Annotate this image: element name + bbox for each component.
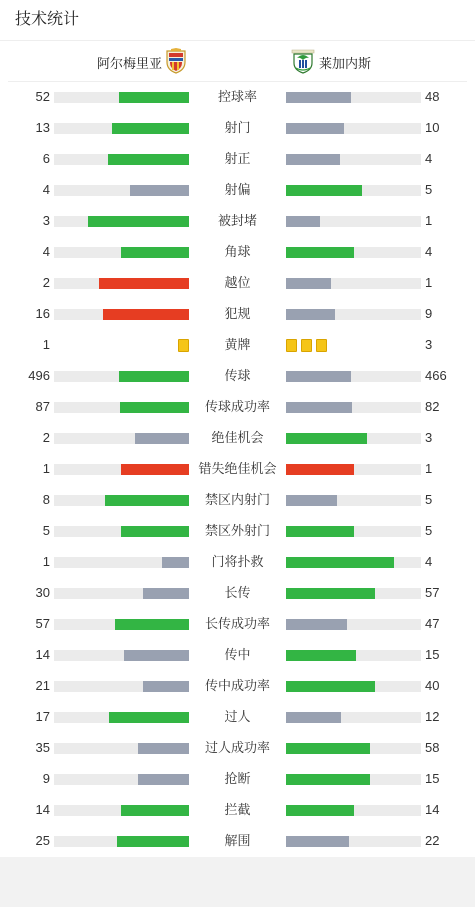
away-stat-value: 5 [425,523,433,538]
away-stat-bar-fill [286,464,354,475]
home-stat-value: 52 [35,89,50,104]
stat-row [0,485,475,516]
stat-row [0,826,475,857]
stat-label: 犯规 [224,306,251,321]
home-stat-bar [54,805,189,816]
stat-row [0,764,475,795]
yellow-card-icon [301,339,312,352]
stat-label: 长传成功率 [204,616,270,631]
away-stat-bar [286,154,421,165]
yellow-card-icon [316,339,327,352]
stat-row [0,361,475,392]
home-stat-bar [54,681,189,692]
home-stat-bar [54,650,189,661]
home-stat-bar [54,371,189,382]
away-stat-value: 47 [425,616,440,631]
stat-row [0,82,475,113]
home-stat-bar-fill [109,712,189,723]
away-stat-bar [286,557,421,568]
away-stat-bar-fill [286,216,320,227]
away-stat-bar-fill [286,712,341,723]
home-stat-bar [54,774,189,785]
stat-row [0,671,475,702]
home-stat-bar-fill [115,619,189,630]
home-stat-bar-fill [119,92,189,103]
stat-label: 被封堵 [217,213,257,228]
stat-row [0,454,475,485]
away-stat-bar [286,247,421,258]
home-stat-bar [54,309,189,320]
home-stat-value: 14 [35,802,50,817]
away-stat-value: 3 [425,430,433,445]
stat-label: 解围 [224,833,251,848]
home-stat-bar [54,92,189,103]
away-stat-value: 5 [425,182,433,197]
away-stat-bar-fill [286,557,394,568]
stat-label: 传球成功率 [204,399,270,414]
stat-row [0,113,475,144]
away-stat-bar-fill [286,402,352,413]
home-stat-bar-fill [99,278,189,289]
away-stat-bar-fill [286,588,375,599]
stat-label: 抢断 [224,771,251,786]
home-stat-bar [54,588,189,599]
away-stat-bar [286,464,421,475]
stat-row [0,795,475,826]
home-stat-value: 17 [35,709,50,724]
home-stat-value: 5 [42,523,50,538]
stat-row [0,578,475,609]
away-stat-value: 15 [425,647,440,662]
home-stat-value: 16 [35,306,50,321]
stat-row [0,516,475,547]
home-stat-bar-fill [135,433,189,444]
away-stat-bar [286,92,421,103]
home-stat-bar [54,247,189,258]
home-stat-bar [54,216,189,227]
home-stat-value: 13 [35,120,50,135]
home-stat-value: 87 [35,399,50,414]
away-stat-bar [286,712,421,723]
home-stat-bar-fill [88,216,189,227]
home-stat-bar [54,464,189,475]
away-stat-bar [286,278,421,289]
away-stat-value: 4 [425,244,433,259]
home-stat-value: 9 [42,771,50,786]
away-stat-value: 48 [425,89,440,104]
stat-label: 射门 [224,120,251,135]
home-stat-value: 1 [42,337,50,352]
away-stat-bar [286,526,421,537]
away-stat-bar [286,774,421,785]
home-stat-value: 1 [42,554,50,569]
stat-label: 传球 [224,368,251,383]
away-stat-value: 22 [425,833,440,848]
stat-row [0,702,475,733]
home-stat-bar [54,526,189,537]
away-stat-value: 57 [425,585,440,600]
home-stat-bar-fill [103,309,189,320]
away-stat-bar [286,495,421,506]
stat-label: 过人 [224,709,251,724]
stat-row [0,640,475,671]
home-stat-bar-fill [120,402,189,413]
home-stat-bar [54,402,189,413]
away-yellow-cards [286,339,327,352]
away-stat-bar-fill [286,774,370,785]
yellow-card-icon [286,339,297,352]
stat-row [0,144,475,175]
home-stat-bar-fill [138,774,189,785]
home-stat-bar-fill [119,371,189,382]
away-stat-bar [286,743,421,754]
away-stat-bar-fill [286,154,340,165]
away-stat-value: 1 [425,461,433,476]
away-stat-bar-fill [286,433,367,444]
home-yellow-cards [178,339,189,352]
away-stat-bar [286,185,421,196]
stat-row [0,609,475,640]
away-stat-value: 1 [425,275,433,290]
away-stat-value: 1 [425,213,433,228]
stat-row [0,547,475,578]
stat-label: 绝佳机会 [211,430,264,445]
away-stat-bar [286,619,421,630]
home-stat-bar [54,495,189,506]
away-stat-bar [286,371,421,382]
home-stat-value: 14 [35,647,50,662]
away-stat-bar [286,650,421,661]
home-stat-value: 1 [42,461,50,476]
home-stat-bar-fill [162,557,189,568]
stat-row [0,299,475,330]
teams-header [0,41,475,81]
stat-label: 门将扑救 [211,554,264,569]
stat-label: 角球 [224,244,251,259]
yellow-card-icon [178,339,189,352]
away-stat-bar-fill [286,619,347,630]
away-stat-bar-fill [286,185,362,196]
leganes-crest-icon[interactable] [290,48,316,74]
stats-list [0,82,475,857]
home-stat-bar [54,154,189,165]
away-stat-bar [286,123,421,134]
stat-label: 传中 [224,647,251,662]
home-stat-bar-fill [117,836,189,847]
home-stat-bar [54,836,189,847]
away-stat-bar-fill [286,650,356,661]
away-stat-value: 10 [425,120,440,135]
stat-row [0,733,475,764]
away-team-name[interactable]: 莱加内斯 [319,56,372,71]
stat-label: 越位 [224,275,251,290]
stat-label: 射偏 [224,182,251,197]
away-stat-bar [286,309,421,320]
away-stat-value: 82 [425,399,440,414]
away-stat-bar-fill [286,123,344,134]
away-stat-bar [286,588,421,599]
almeria-crest-icon[interactable] [165,48,187,74]
stat-label: 控球率 [217,89,257,104]
away-stat-bar-fill [286,681,375,692]
home-stat-bar-fill [121,464,189,475]
home-stat-value: 4 [42,244,50,259]
home-team-name[interactable]: 阿尔梅里亚 [96,56,162,71]
home-stat-bar-fill [108,154,189,165]
home-stat-bar-fill [105,495,189,506]
stat-label: 射正 [224,151,251,166]
stat-row [0,206,475,237]
away-stat-bar-fill [286,92,351,103]
away-stat-bar-fill [286,309,335,320]
home-stat-value: 3 [42,213,50,228]
away-stat-value: 14 [425,802,440,817]
away-stat-bar [286,402,421,413]
home-stat-value: 2 [42,275,50,290]
away-stat-value: 40 [425,678,440,693]
home-stat-bar [54,619,189,630]
stat-row [0,237,475,268]
away-stat-bar [286,805,421,816]
home-stat-bar-fill [143,681,189,692]
home-stat-value: 8 [42,492,50,507]
away-stat-value: 5 [425,492,433,507]
stat-label: 传中成功率 [204,678,270,693]
stat-row [0,268,475,299]
stat-row [0,175,475,206]
away-stat-bar-fill [286,371,351,382]
home-stat-bar-fill [124,650,189,661]
away-stat-bar-fill [286,836,349,847]
stat-row [0,423,475,454]
home-stat-bar [54,123,189,134]
home-stat-value: 30 [35,585,50,600]
stat-label: 错失绝佳机会 [198,461,277,476]
home-stat-bar-fill [143,588,189,599]
stat-label: 长传 [224,585,251,600]
home-stat-bar [54,185,189,196]
away-stat-value: 15 [425,771,440,786]
page-title: 技术统计 [15,11,80,28]
home-stat-value: 4 [42,182,50,197]
away-stat-bar [286,433,421,444]
away-stat-bar-fill [286,278,331,289]
stat-label: 拦截 [224,802,251,817]
away-stat-bar-fill [286,526,354,537]
home-stat-value: 496 [28,368,50,383]
home-stat-bar-fill [121,247,189,258]
home-stat-value: 6 [42,151,50,166]
home-stat-bar [54,433,189,444]
home-stat-bar-fill [121,805,189,816]
away-stat-value: 12 [425,709,440,724]
away-stat-bar-fill [286,743,370,754]
away-stat-value: 3 [425,337,433,352]
away-stat-bar [286,216,421,227]
home-stat-bar-fill [112,123,189,134]
away-stat-value: 466 [425,368,447,383]
away-stat-bar-fill [286,247,354,258]
home-stat-value: 25 [35,833,50,848]
home-stat-bar-fill [121,526,189,537]
stat-label: 过人成功率 [204,740,270,755]
stat-row [0,330,475,361]
home-stat-value: 57 [35,616,50,631]
away-stat-value: 9 [425,306,433,321]
stat-label: 禁区外射门 [204,523,270,538]
home-stat-value: 2 [42,430,50,445]
stat-row [0,392,475,423]
away-stat-bar-fill [286,495,337,506]
home-stat-bar [54,278,189,289]
home-stat-bar [54,712,189,723]
home-stat-value: 35 [35,740,50,755]
away-stat-value: 4 [425,554,433,569]
home-stat-bar-fill [130,185,189,196]
away-stat-bar-fill [286,805,354,816]
away-stat-value: 58 [425,740,440,755]
home-stat-bar [54,557,189,568]
home-stat-bar-fill [138,743,189,754]
away-stat-bar [286,681,421,692]
away-stat-value: 4 [425,151,433,166]
home-stat-value: 21 [35,678,50,693]
stat-label: 黄牌 [224,337,251,352]
away-stat-bar [286,836,421,847]
home-stat-bar [54,743,189,754]
stat-label: 禁区内射门 [204,492,270,507]
